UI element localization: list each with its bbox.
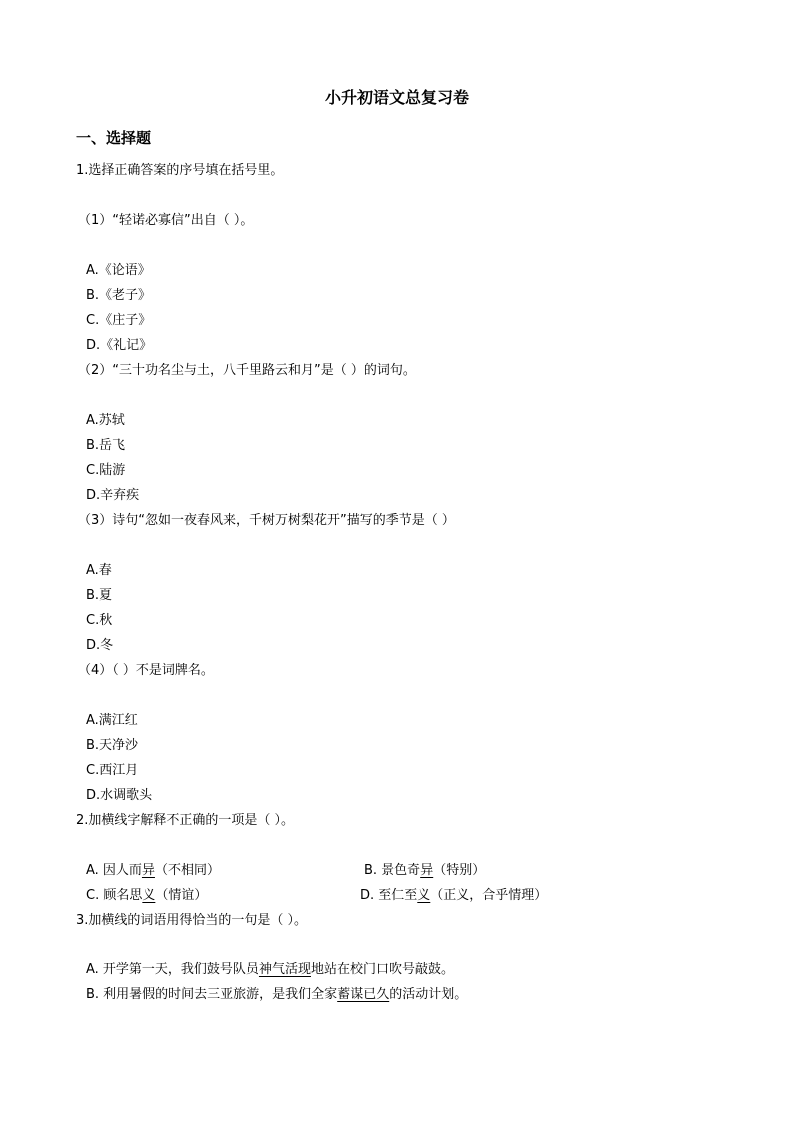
underlined-char: 异: [420, 863, 434, 878]
option-1-2-b: B.岳飞: [86, 438, 126, 453]
option-1-3-d: D.冬: [86, 638, 114, 653]
option-1-1-b: B.《老子》: [86, 288, 152, 303]
question-1-3-stem: （3）诗句“忽如一夜春风来，千树万树梨花开”描写的季节是（ ）: [78, 513, 455, 528]
option-2-a-prefix: A. 因人而: [86, 863, 142, 878]
underlined-char: 义: [417, 888, 431, 903]
underlined-char: 异: [141, 863, 155, 878]
question-1-4-stem: （4）（ ）不是词牌名。: [78, 663, 214, 678]
option-3-b: [86, 985, 467, 1005]
option-2-b: [364, 861, 485, 881]
option-2-c: [86, 886, 207, 906]
question-3-stem: 3.加横线的词语用得恰当的一句是（ ）。: [76, 913, 308, 928]
option-1-3-a: A.春: [86, 563, 112, 578]
option-3-b-prefix: B. 利用暑假的时间去三亚旅游，是我们全家: [86, 987, 338, 1002]
question-1-1-stem: （1）“轻诺必寡信”出自（ ）。: [78, 213, 254, 228]
option-1-4-b: B.天净沙: [86, 738, 139, 753]
option-2-d-gloss: （正义，合乎情理）: [430, 888, 548, 903]
underlined-phrase: 神气活现: [258, 962, 311, 977]
option-1-4-d: D.水调歌头: [86, 788, 153, 803]
option-1-1-a: A.《论语》: [86, 263, 151, 278]
page-title: 小升初语文总复习卷: [324, 88, 469, 107]
question-2-stem: 2.加横线字解释不正确的一项是（ ）。: [76, 813, 295, 828]
question-1-stem: 1.选择正确答案的序号填在括号里。: [76, 163, 284, 178]
option-3-b-suffix: 的活动计划。: [389, 987, 468, 1002]
option-2-d: [360, 886, 547, 906]
option-1-2-c: C.陆游: [86, 463, 126, 478]
option-2-c-gloss: （情谊）: [155, 888, 208, 903]
option-1-1-d: D.《礼记》: [86, 338, 153, 353]
option-1-3-b: B.夏: [86, 588, 113, 603]
option-1-4-a: A.满江红: [86, 713, 138, 728]
option-2-a-gloss: （不相同）: [154, 863, 220, 878]
option-1-2-a: A.苏轼: [86, 413, 125, 428]
option-2-a: [86, 861, 220, 881]
underlined-phrase: 蓄谋已久: [337, 987, 390, 1002]
option-1-2-d: D.辛弃疾: [86, 488, 140, 503]
option-2-c-prefix: C. 顾名思: [86, 888, 143, 903]
option-1-1-c: C.《庄子》: [86, 313, 152, 328]
section-heading: 一、选择题: [76, 129, 152, 147]
option-2-d-prefix: D. 至仁至: [360, 888, 418, 903]
option-1-4-c: C.西江月: [86, 763, 139, 778]
option-3-a-suffix: 地站在校门口吹号敲鼓。: [310, 962, 454, 977]
option-1-3-c: C.秋: [86, 613, 113, 628]
option-3-a: [86, 960, 454, 980]
option-2-b-gloss: （特别）: [433, 863, 486, 878]
question-1-2-stem: （2）“三十功名尘与土，八千里路云和月”是（ ）的词句。: [78, 363, 416, 378]
option-2-b-prefix: B. 景色奇: [364, 863, 421, 878]
option-3-a-prefix: A. 开学第一天，我们鼓号队员: [86, 962, 259, 977]
underlined-char: 义: [142, 888, 156, 903]
